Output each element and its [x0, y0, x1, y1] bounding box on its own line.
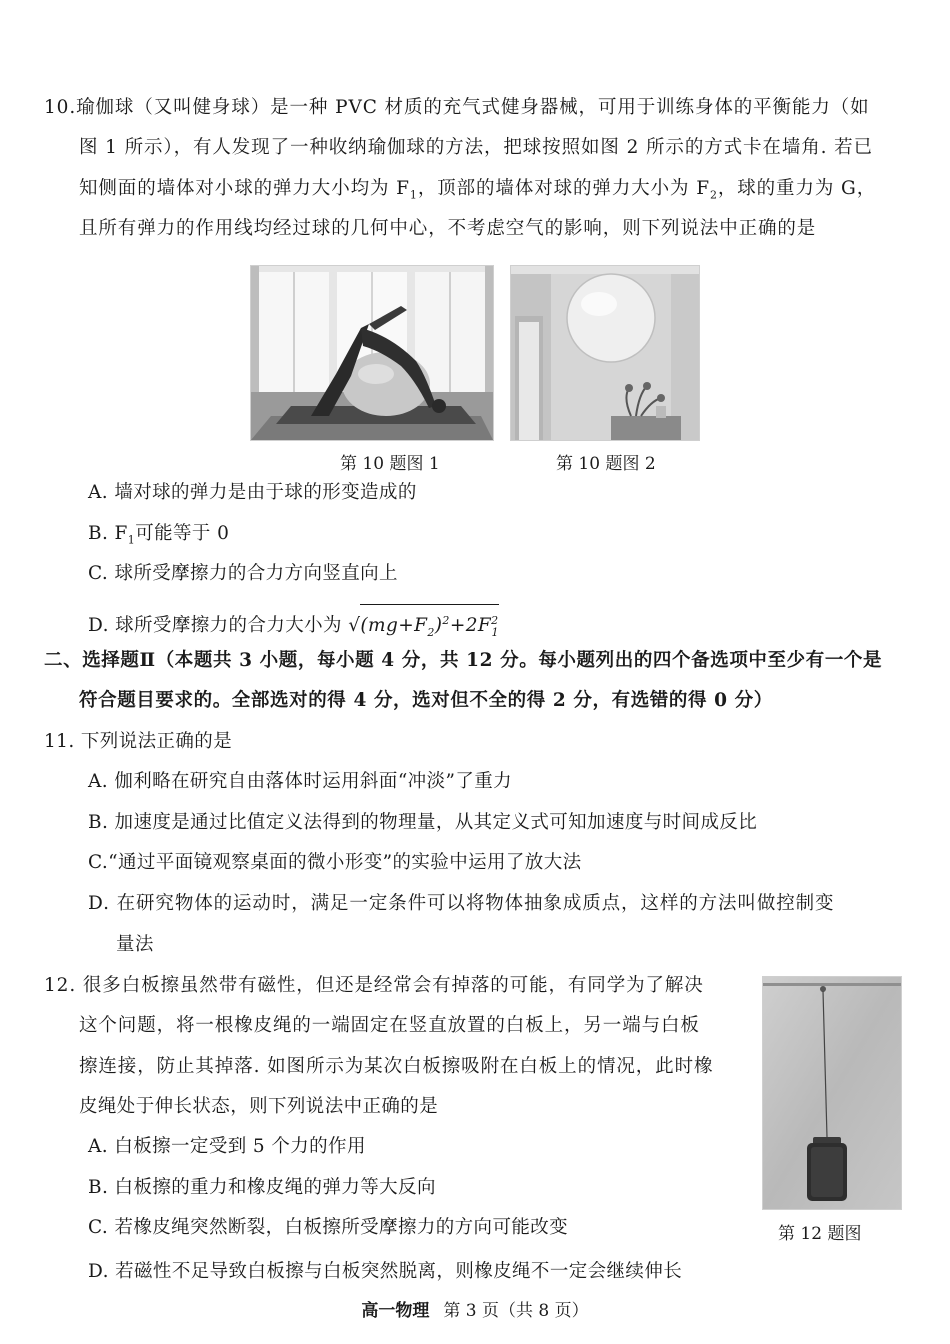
- section-2-header-line-2: 符合题目要求的。全部选对的得 4 分，选对但不全的得 2 分，有选错的得 0 分）: [79, 690, 773, 711]
- q12-option-a: A. 白板擦一定受到 5 个力的作用: [88, 1136, 366, 1157]
- q12-stem-line-4: 皮绳处于伸长状态，则下列说法中正确的是: [79, 1096, 439, 1117]
- q10-option-c: C. 球所受摩擦力的合力方向竖直向上: [88, 563, 398, 584]
- q10-stem-line-4: 且所有弹力的作用线均经过球的几何中心，不考虑空气的影响，则下列说法中正确的是: [79, 218, 817, 239]
- whiteboard-eraser-illustration: [763, 977, 901, 1209]
- q10-option-d-text: D. 球所受摩擦力的合力大小为: [88, 615, 342, 637]
- q10-figure-2-caption: 第 10 题图 2: [556, 454, 656, 474]
- q10-stem-line-3: [79, 174, 876, 211]
- ball-in-corner-illustration: [511, 266, 699, 440]
- q10-stem-line-2: 图 1 所示），有人发现了一种收纳瑜伽球的方法，把球按照如图 2 所示的方式卡在墙角. 若已: [79, 137, 873, 158]
- q10-formula-sub-b: 1: [491, 625, 499, 639]
- section-2-header-line-1: 二、选择题Ⅱ（本题共 3 小题，每小题 4 分，共 12 分。每小题列出的四个备选项中至少有一个是: [44, 650, 883, 671]
- q10-f1-subscript: 1: [409, 188, 418, 202]
- q10-option-d: [88, 604, 499, 648]
- q10-option-b-text: 可能等于 0: [135, 523, 230, 544]
- q12-option-b: B. 白板擦的重力和橡皮绳的弹力等大反向: [88, 1177, 436, 1198]
- q11-stem: 11. 下列说法正确的是: [44, 731, 233, 752]
- q10-option-b-prefix: B. F: [88, 523, 128, 544]
- footer-subject: 高一物理: [361, 1301, 430, 1321]
- q10-formula-sup-a: 2: [442, 614, 450, 627]
- q10-stem-line-3c: ，球的重力为 G，: [717, 178, 877, 199]
- yoga-scene-illustration: [251, 266, 493, 440]
- q10-formula-sub-a: 2: [427, 625, 435, 639]
- q12-stem-line-2: 这个问题，将一根橡皮绳的一端固定在竖直放置的白板上，另一端与白板: [79, 1015, 700, 1036]
- q10-figure-1-caption: 第 10 题图 1: [340, 454, 440, 474]
- q11-option-d-line-2: 量法: [116, 934, 154, 955]
- q10-formula-part-a: (mg+F: [360, 615, 428, 637]
- q11-option-c: C.“通过平面镜观察桌面的微小形变”的实验中运用了放大法: [88, 852, 582, 873]
- q10-figure-2-photo: [510, 265, 700, 441]
- q12-option-d: D. 若磁性不足导致白板擦与白板突然脱离，则橡皮绳不一定会继续伸长: [88, 1261, 683, 1282]
- q10-formula-part-b: ): [434, 615, 443, 637]
- q10-stem-line-3b: ，顶部的墙体对球的弹力大小为 F: [417, 178, 710, 199]
- q11-option-a: A. 伽利略在研究自由落体时运用斜面“冲淡”了重力: [88, 771, 513, 792]
- q10-option-b-subscript: 1: [127, 533, 136, 547]
- q10-formula-part-c: +2F: [449, 615, 492, 637]
- q11-option-d-line-1: D. 在研究物体的运动时，满足一定条件可以将物体抽象成质点，这样的方法叫做控制变: [88, 893, 835, 914]
- q12-stem-line-1: 12. 很多白板擦虽然带有磁性，但还是经常会有掉落的可能，有同学为了解决: [44, 975, 704, 996]
- q10-stem-line-3a: 知侧面的墙体对小球的弹力大小均为 F: [79, 178, 410, 199]
- footer-page-number: 第 3 页（共 8 页）: [443, 1301, 589, 1321]
- q12-stem-line-3: 擦连接，防止其掉落. 如图所示为某次白板擦吸附在白板上的情况，此时橡: [79, 1056, 714, 1077]
- q12-figure-caption: 第 12 题图: [778, 1224, 862, 1244]
- q10-stem-line-1: 10.瑜伽球（又叫健身球）是一种 PVC 材质的充气式健身器械，可用于训练身体的平衡能力（如: [44, 97, 870, 118]
- q11-option-b: B. 加速度是通过比值定义法得到的物理量，从其定义式可知加速度与时间成反比: [88, 812, 758, 833]
- q12-option-c: C. 若橡皮绳突然断裂，白板擦所受摩擦力的方向可能改变: [88, 1217, 569, 1238]
- q10-option-d-sqrt-formula: $√(mg+F_2)^2+2F^2_1$: [348, 604, 499, 648]
- q10-f2-subscript: 2: [709, 188, 718, 202]
- q10-option-b: [88, 519, 229, 556]
- q10-figure-1-photo: [250, 265, 494, 441]
- q12-figure-photo: [762, 976, 902, 1210]
- q10-option-a: A. 墙对球的弹力是由于球的形变造成的: [88, 482, 417, 503]
- q10-formula-sup-b: 2: [491, 614, 499, 627]
- page-footer: [0, 1298, 950, 1324]
